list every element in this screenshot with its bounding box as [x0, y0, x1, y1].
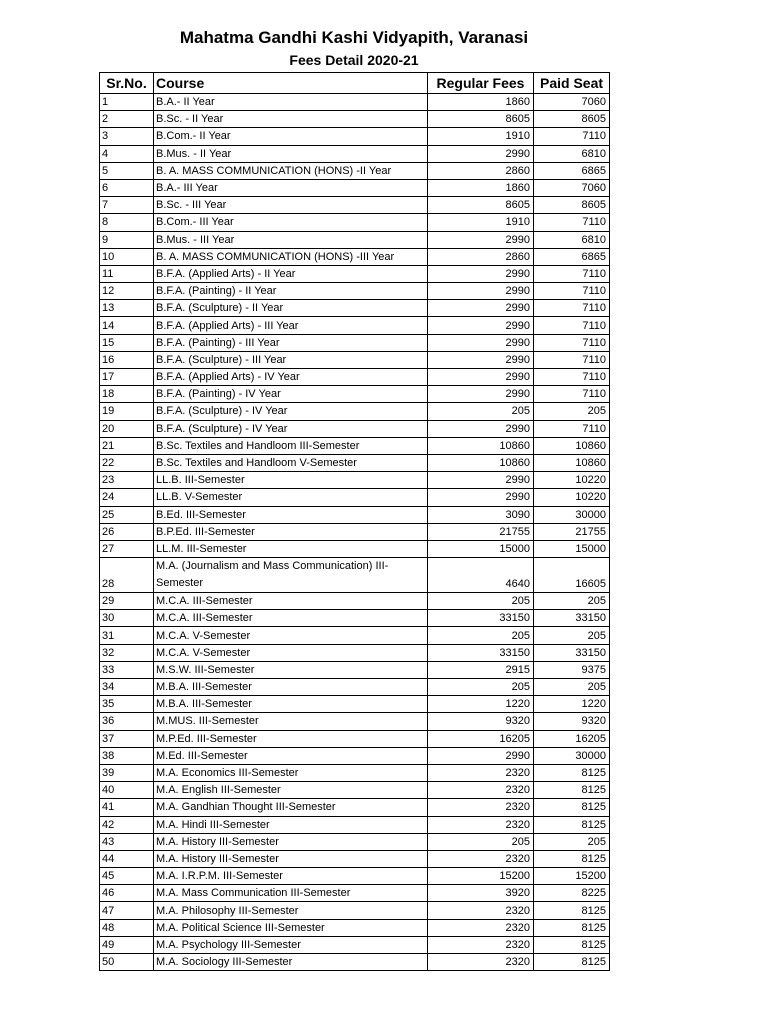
sr-no-cell: 7: [100, 197, 154, 214]
paid-seat-cell: 8125: [534, 799, 610, 816]
sr-no-cell: 12: [100, 283, 154, 300]
table-row: [100, 540, 610, 557]
paid-seat-cell: 8225: [534, 885, 610, 902]
regular-fees-cell: 2990: [428, 334, 534, 351]
sr-no-cell: 5: [100, 162, 154, 179]
table-row: [100, 610, 610, 627]
regular-fees-cell: 2990: [428, 231, 534, 248]
course-cell: B.Sc. Textiles and Handloom III-Semester: [154, 437, 428, 454]
table-row: [100, 300, 610, 317]
course-cell: M.A. English III-Semester: [154, 782, 428, 799]
table-row: [100, 936, 610, 953]
table-row: [100, 489, 610, 506]
course-cell: B.F.A. (Sculpture) - II Year: [154, 300, 428, 317]
table-row: [100, 94, 610, 111]
sr-no-cell: 1: [100, 94, 154, 111]
paid-seat-cell: 7110: [534, 300, 610, 317]
regular-fees-cell: 205: [428, 833, 534, 850]
sr-no-cell: 6: [100, 179, 154, 196]
paid-seat-cell: 9320: [534, 713, 610, 730]
paid-seat-cell: 8125: [534, 902, 610, 919]
sr-no-cell: 38: [100, 747, 154, 764]
sr-no-cell: 10: [100, 248, 154, 265]
course-cell: B.Ed. III-Semester: [154, 506, 428, 523]
course-cell: B.F.A. (Painting) - IV Year: [154, 386, 428, 403]
course-cell: M.P.Ed. III-Semester: [154, 730, 428, 747]
paid-seat-cell: 6865: [534, 248, 610, 265]
regular-fees-cell: 1860: [428, 179, 534, 196]
course-cell: B. A. MASS COMMUNICATION (HONS) -II Year: [154, 162, 428, 179]
course-cell: B.F.A. (Painting) - II Year: [154, 283, 428, 300]
table-row: [100, 730, 610, 747]
regular-fees-cell: 2990: [428, 472, 534, 489]
table-row: [100, 111, 610, 128]
regular-fees-cell: 2860: [428, 248, 534, 265]
table-row: [100, 679, 610, 696]
sr-no-cell: 36: [100, 713, 154, 730]
regular-fees-cell: 2990: [428, 489, 534, 506]
course-cell: B.A.- III Year: [154, 179, 428, 196]
paid-seat-cell: 21755: [534, 523, 610, 540]
paid-seat-cell: 7110: [534, 351, 610, 368]
regular-fees-cell: 2320: [428, 919, 534, 936]
regular-fees-cell: 3090: [428, 506, 534, 523]
course-cell: M.A. Sociology III-Semester: [154, 954, 428, 971]
sr-no-cell: 30: [100, 610, 154, 627]
regular-fees-cell: 205: [428, 403, 534, 420]
course-cell: LL.B. III-Semester: [154, 472, 428, 489]
course-cell: B.F.A. (Applied Arts) - III Year: [154, 317, 428, 334]
course-cell: M.Ed. III-Semester: [154, 747, 428, 764]
sr-no-cell: 44: [100, 850, 154, 867]
column-header-sr-no: Sr.No.: [100, 73, 154, 94]
sr-no-cell: 31: [100, 627, 154, 644]
sr-no-cell: 26: [100, 523, 154, 540]
sr-no-cell: 34: [100, 679, 154, 696]
course-cell: B.F.A. (Applied Arts) - II Year: [154, 265, 428, 282]
course-cell: M.A. (Journalism and Mass Communication) III-Semester: [154, 558, 428, 593]
sr-no-cell: 32: [100, 644, 154, 661]
table-row: [100, 369, 610, 386]
course-cell: B.A.- II Year: [154, 94, 428, 111]
paid-seat-cell: 7110: [534, 128, 610, 145]
paid-seat-cell: 33150: [534, 644, 610, 661]
course-cell: LL.M. III-Semester: [154, 540, 428, 557]
regular-fees-cell: 8605: [428, 111, 534, 128]
regular-fees-cell: 2990: [428, 351, 534, 368]
paid-seat-cell: 7110: [534, 369, 610, 386]
paid-seat-cell: 205: [534, 403, 610, 420]
sr-no-cell: 24: [100, 489, 154, 506]
table-row: [100, 782, 610, 799]
page-subtitle: Fees Detail 2020-21: [289, 52, 419, 68]
sr-no-cell: 48: [100, 919, 154, 936]
regular-fees-cell: 4640: [428, 558, 534, 593]
table-row: [100, 334, 610, 351]
paid-seat-cell: 8125: [534, 764, 610, 781]
table-row: [100, 179, 610, 196]
table-row: [100, 523, 610, 540]
course-cell: LL.B. V-Semester: [154, 489, 428, 506]
table-body: [100, 94, 610, 971]
table-row: [100, 799, 610, 816]
sr-no-cell: 50: [100, 954, 154, 971]
table-row: [100, 661, 610, 678]
paid-seat-cell: 10220: [534, 489, 610, 506]
table-row: [100, 248, 610, 265]
sr-no-cell: 19: [100, 403, 154, 420]
sr-no-cell: 4: [100, 145, 154, 162]
table-row: [100, 317, 610, 334]
sr-no-cell: 47: [100, 902, 154, 919]
sr-no-cell: 15: [100, 334, 154, 351]
paid-seat-cell: 30000: [534, 506, 610, 523]
course-cell: M.C.A. V-Semester: [154, 644, 428, 661]
paid-seat-cell: 8125: [534, 816, 610, 833]
course-cell: M.A. Political Science III-Semester: [154, 919, 428, 936]
course-cell: B.Com.- III Year: [154, 214, 428, 231]
regular-fees-cell: 15200: [428, 868, 534, 885]
paid-seat-cell: 7060: [534, 94, 610, 111]
sr-no-cell: 8: [100, 214, 154, 231]
table-row: [100, 713, 610, 730]
paid-seat-cell: 8125: [534, 850, 610, 867]
sr-no-cell: 2: [100, 111, 154, 128]
table-row: [100, 214, 610, 231]
sr-no-cell: 33: [100, 661, 154, 678]
table-row: [100, 454, 610, 471]
regular-fees-cell: 2990: [428, 283, 534, 300]
course-cell: B.Sc. - III Year: [154, 197, 428, 214]
regular-fees-cell: 2320: [428, 764, 534, 781]
table-row: [100, 764, 610, 781]
regular-fees-cell: 1860: [428, 94, 534, 111]
course-cell: M.A. History III-Semester: [154, 850, 428, 867]
course-cell: M.B.A. III-Semester: [154, 679, 428, 696]
regular-fees-cell: 205: [428, 679, 534, 696]
sr-no-cell: 13: [100, 300, 154, 317]
regular-fees-cell: 2990: [428, 420, 534, 437]
table-row: [100, 644, 610, 661]
course-cell: B.P.Ed. III-Semester: [154, 523, 428, 540]
paid-seat-cell: 8605: [534, 197, 610, 214]
paid-seat-cell: 1220: [534, 696, 610, 713]
regular-fees-cell: 2320: [428, 936, 534, 953]
regular-fees-cell: 1910: [428, 128, 534, 145]
sr-no-cell: 18: [100, 386, 154, 403]
sr-no-cell: 17: [100, 369, 154, 386]
regular-fees-cell: 2320: [428, 799, 534, 816]
paid-seat-cell: 8125: [534, 919, 610, 936]
paid-seat-cell: 205: [534, 627, 610, 644]
course-cell: M.A. Hindi III-Semester: [154, 816, 428, 833]
sr-no-cell: 40: [100, 782, 154, 799]
sr-no-cell: 27: [100, 540, 154, 557]
course-cell: B.F.A. (Sculpture) - III Year: [154, 351, 428, 368]
paid-seat-cell: 6810: [534, 145, 610, 162]
regular-fees-cell: 33150: [428, 610, 534, 627]
paid-seat-cell: 8605: [534, 111, 610, 128]
regular-fees-cell: 2990: [428, 300, 534, 317]
sr-no-cell: 35: [100, 696, 154, 713]
table-row: [100, 265, 610, 282]
course-cell: B.F.A. (Sculpture) - IV Year: [154, 403, 428, 420]
course-cell: M.A. Philosophy III-Semester: [154, 902, 428, 919]
regular-fees-cell: 2320: [428, 850, 534, 867]
table-row: [100, 919, 610, 936]
paid-seat-cell: 10220: [534, 472, 610, 489]
table-row: [100, 868, 610, 885]
regular-fees-cell: 2990: [428, 386, 534, 403]
paid-seat-cell: 16205: [534, 730, 610, 747]
course-cell: M.B.A. III-Semester: [154, 696, 428, 713]
course-cell: B.Sc. - II Year: [154, 111, 428, 128]
paid-seat-cell: 8125: [534, 782, 610, 799]
table-row: [100, 593, 610, 610]
course-cell: B.Com.- II Year: [154, 128, 428, 145]
regular-fees-cell: 205: [428, 627, 534, 644]
course-cell: M.A. Mass Communication III-Semester: [154, 885, 428, 902]
sr-no-cell: 25: [100, 506, 154, 523]
regular-fees-cell: 8605: [428, 197, 534, 214]
table-row: [100, 386, 610, 403]
paid-seat-cell: 16605: [534, 558, 610, 593]
regular-fees-cell: 3920: [428, 885, 534, 902]
sr-no-cell: 3: [100, 128, 154, 145]
regular-fees-cell: 2990: [428, 747, 534, 764]
course-cell: M.A. History III-Semester: [154, 833, 428, 850]
sr-no-cell: 42: [100, 816, 154, 833]
paid-seat-cell: 10860: [534, 437, 610, 454]
paid-seat-cell: 8125: [534, 954, 610, 971]
paid-seat-cell: 9375: [534, 661, 610, 678]
paid-seat-cell: 7110: [534, 317, 610, 334]
course-cell: B.Sc. Textiles and Handloom V-Semester: [154, 454, 428, 471]
table-row: [100, 351, 610, 368]
sr-no-cell: 46: [100, 885, 154, 902]
table-row: [100, 283, 610, 300]
table-row: [100, 506, 610, 523]
column-header-course: Course: [154, 73, 428, 94]
table-row: [100, 197, 610, 214]
course-cell: M.C.A. V-Semester: [154, 627, 428, 644]
sr-no-cell: 43: [100, 833, 154, 850]
page-title: Mahatma Gandhi Kashi Vidyapith, Varanasi: [179, 28, 529, 47]
sr-no-cell: 37: [100, 730, 154, 747]
table-row: [100, 162, 610, 179]
table-row: [100, 747, 610, 764]
table-row: [100, 420, 610, 437]
sr-no-cell: 45: [100, 868, 154, 885]
table-row: [100, 816, 610, 833]
paid-seat-cell: 10860: [534, 454, 610, 471]
paid-seat-cell: 33150: [534, 610, 610, 627]
paid-seat-cell: 7110: [534, 334, 610, 351]
paid-seat-cell: 15200: [534, 868, 610, 885]
sr-no-cell: 28: [100, 558, 154, 593]
paid-seat-cell: 15000: [534, 540, 610, 557]
course-cell: M.C.A. III-Semester: [154, 593, 428, 610]
regular-fees-cell: 2320: [428, 782, 534, 799]
table-header-row: [100, 73, 610, 94]
paid-seat-cell: 7110: [534, 386, 610, 403]
paid-seat-cell: 8125: [534, 936, 610, 953]
regular-fees-cell: 1910: [428, 214, 534, 231]
course-cell: M.A. I.R.P.M. III-Semester: [154, 868, 428, 885]
paid-seat-cell: 6865: [534, 162, 610, 179]
regular-fees-cell: 21755: [428, 523, 534, 540]
course-cell: B.Mus. - II Year: [154, 145, 428, 162]
regular-fees-cell: 33150: [428, 644, 534, 661]
course-cell: M.S.W. III-Semester: [154, 661, 428, 678]
paid-seat-cell: 205: [534, 679, 610, 696]
table-row: [100, 627, 610, 644]
paid-seat-cell: 205: [534, 833, 610, 850]
table-row: [100, 403, 610, 420]
course-cell: B.F.A. (Painting) - III Year: [154, 334, 428, 351]
table-row: [100, 231, 610, 248]
regular-fees-cell: 2990: [428, 317, 534, 334]
course-cell: B.F.A. (Applied Arts) - IV Year: [154, 369, 428, 386]
regular-fees-cell: 2990: [428, 369, 534, 386]
regular-fees-cell: 2860: [428, 162, 534, 179]
table-row: [100, 696, 610, 713]
course-cell: B. A. MASS COMMUNICATION (HONS) -III Year: [154, 248, 428, 265]
regular-fees-cell: 10860: [428, 454, 534, 471]
table-row: [100, 128, 610, 145]
regular-fees-cell: 16205: [428, 730, 534, 747]
regular-fees-cell: 2320: [428, 816, 534, 833]
regular-fees-cell: 205: [428, 593, 534, 610]
column-header-paid-seat: Paid Seat: [534, 73, 610, 94]
paid-seat-cell: 7110: [534, 265, 610, 282]
table-row: [100, 472, 610, 489]
table-row: [100, 850, 610, 867]
paid-seat-cell: 6810: [534, 231, 610, 248]
table-row: [100, 437, 610, 454]
table-row: [100, 954, 610, 971]
sr-no-cell: 16: [100, 351, 154, 368]
sr-no-cell: 41: [100, 799, 154, 816]
course-cell: M.A. Psychology III-Semester: [154, 936, 428, 953]
sr-no-cell: 39: [100, 764, 154, 781]
table-row: [100, 902, 610, 919]
sr-no-cell: 21: [100, 437, 154, 454]
table-row: [100, 558, 610, 593]
course-cell: M.MUS. III-Semester: [154, 713, 428, 730]
sr-no-cell: 11: [100, 265, 154, 282]
table-row: [100, 833, 610, 850]
sr-no-cell: 23: [100, 472, 154, 489]
regular-fees-cell: 2990: [428, 145, 534, 162]
course-cell: B.F.A. (Sculpture) - IV Year: [154, 420, 428, 437]
regular-fees-cell: 15000: [428, 540, 534, 557]
paid-seat-cell: 7110: [534, 214, 610, 231]
regular-fees-cell: 10860: [428, 437, 534, 454]
sr-no-cell: 49: [100, 936, 154, 953]
sr-no-cell: 14: [100, 317, 154, 334]
regular-fees-cell: 9320: [428, 713, 534, 730]
table-row: [100, 885, 610, 902]
course-cell: B.Mus. - III Year: [154, 231, 428, 248]
fees-table: [99, 72, 610, 971]
paid-seat-cell: 7110: [534, 283, 610, 300]
paid-seat-cell: 30000: [534, 747, 610, 764]
paid-seat-cell: 7110: [534, 420, 610, 437]
course-cell: M.A. Gandhian Thought III-Semester: [154, 799, 428, 816]
paid-seat-cell: 7060: [534, 179, 610, 196]
sr-no-cell: 29: [100, 593, 154, 610]
regular-fees-cell: 1220: [428, 696, 534, 713]
table-row: [100, 145, 610, 162]
regular-fees-cell: 2915: [428, 661, 534, 678]
sr-no-cell: 9: [100, 231, 154, 248]
course-cell: M.C.A. III-Semester: [154, 610, 428, 627]
sr-no-cell: 20: [100, 420, 154, 437]
regular-fees-cell: 2320: [428, 902, 534, 919]
regular-fees-cell: 2320: [428, 954, 534, 971]
sr-no-cell: 22: [100, 454, 154, 471]
regular-fees-cell: 2990: [428, 265, 534, 282]
course-cell: M.A. Economics III-Semester: [154, 764, 428, 781]
paid-seat-cell: 205: [534, 593, 610, 610]
column-header-regular-fees: Regular Fees: [428, 73, 534, 94]
